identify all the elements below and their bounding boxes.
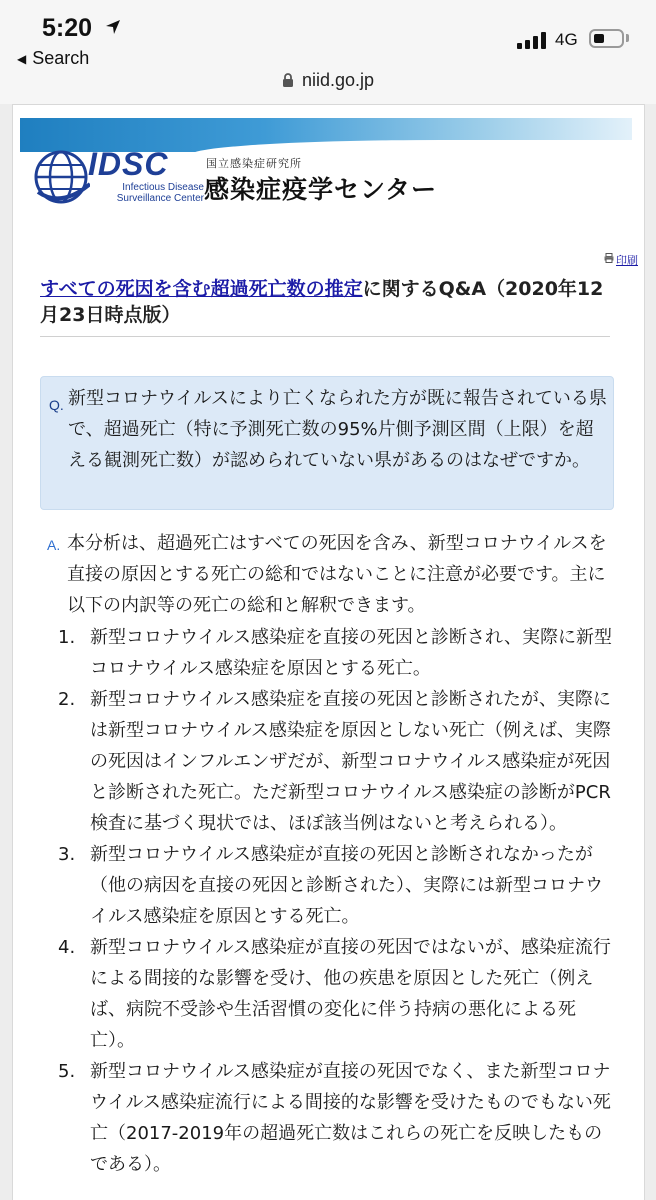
list-item: 1. 新型コロナウイルス感染症を直接の死因と診断され、実際に新型コロナウイルス感染症を原因とする死亡。 [58,627,612,679]
question-marker: Q. [49,397,64,413]
url-domain: niid.go.jp [301,70,375,90]
site-banner[interactable] [20,118,632,212]
status-bar [0,0,656,105]
back-label: Search [32,48,90,68]
battery-icon [589,29,624,48]
globe-icon [32,148,90,206]
network-type: 4G [555,30,578,49]
logo-wordmark: IDSC [88,146,169,182]
answer-marker: A. [47,537,61,553]
back-to-search-button[interactable] [17,48,89,69]
list-item: 3. 新型コロナウイルス感染症が直接の死因と診断されなかったが（他の病因を直接の死因と診断された）、実際には新型コロナウイルス感染症を原因とする死亡。 [58,844,603,927]
battery-cap [626,34,629,42]
answer-intro: 本分析は、超過死亡はすべての死因を含み、新型コロナウイルスを直接の原因とする死亡の総和ではないことに注意が必要です。主に以下の内訳等の死亡の総和と解釈できます。 [67,533,607,616]
page-edge-right [644,104,656,1200]
print-icon [604,253,614,263]
org-name-small: 国立感染症研究所 [206,157,302,170]
back-triangle-icon: ◀ [17,52,27,66]
location-arrow-icon [103,17,123,37]
status-time: 5:20 [42,14,93,42]
list-item: 5. 新型コロナウイルス感染症が直接の死因でなく、また新型コロナウイルス感染症流行による間接的な影響を受けたものでもない死亡（2017-2019年の超過死亡数はこれらの死亡を反映したものである）。 [58,1061,611,1175]
page-title [40,276,610,337]
answer-list [50,622,616,1180]
lock-icon [282,72,294,88]
address-bar[interactable] [0,70,656,96]
excess-death-estimate-link[interactable]: すべての死因を含む超過死亡数の推定 [40,278,363,300]
question-text: 新型コロナウイルスにより亡くなられた方が既に報告されている県で、超過死亡（特に予測死亡数の95%片側予測区間（上限）を超える観測死亡数）が認められていない県があるのはなぜですか。 [68,388,607,471]
print-link[interactable]: 印刷 [616,254,638,267]
list-item: 4. 新型コロナウイルス感染症が直接の死因ではないが、感染症流行による間接的な影響を受け、他の疾患を原因とした死亡（例えば、病院不受診や生活習慣の変化に伴う持病の悪化による死亡）。 [58,937,611,1051]
list-item: 2. 新型コロナウイルス感染症を直接の死因と診断されたが、実際には新型コロナウイルス感染症を原因としない死亡（例えば、実際の死因はインフルエンザだが、新型コロナウイルス感染症が死因と診断された死亡。ただ新型コロナウイルス感染症の診断がPCR検査に基づく現状では、ほぼ該当例はないと考えられる）。 [58,689,611,834]
page-edge-left [0,104,13,1200]
page-title-rest: に関するQ&A（2020年12月23日時点版） [40,278,604,326]
logo-subtitle: Infectious Disease Surveillance Center [116,182,204,204]
org-name-large: 感染症疫学センター [204,175,438,204]
cellular-signal-icon [517,31,549,49]
